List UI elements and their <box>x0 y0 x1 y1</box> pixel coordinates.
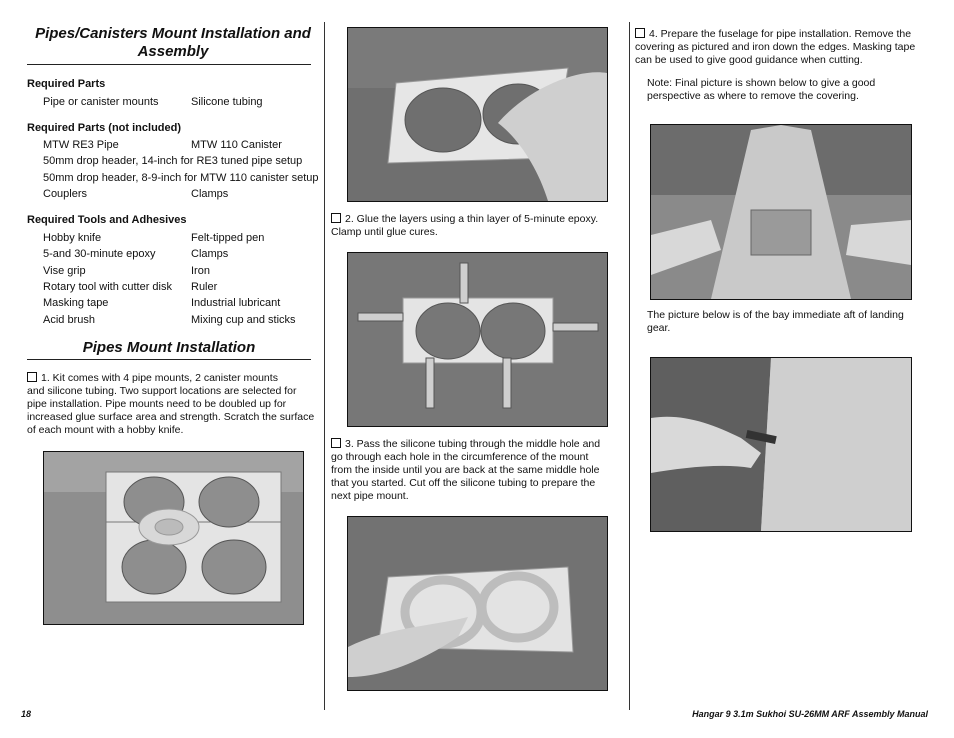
page-number: 18 <box>21 709 32 719</box>
not-included-last-left: Couplers <box>43 188 88 200</box>
tool-right-1: Clamps <box>191 248 229 260</box>
step2-text <box>331 213 615 239</box>
not-included-line-1: 50mm drop header, 8-9-inch for MTW 110 canister setup <box>43 172 319 184</box>
photo-clamped-mounts <box>347 252 608 427</box>
tools-heading: Required Tools and Adhesives <box>27 214 187 226</box>
step1-text <box>27 372 323 437</box>
step1-line-1: and silicone tubing. Two support locations are selected for <box>27 385 297 397</box>
step4-line-2: can be used to give good guidance when cutting. <box>635 54 863 66</box>
section-title-pipes-mount: Pipes Mount Installation <box>82 339 256 356</box>
step3-line-1: go through each hole in the circumference of the mount <box>331 451 589 463</box>
parts-left-0: Pipe or canister mounts <box>43 96 159 108</box>
bay-caption-text <box>647 309 937 335</box>
photo-scratching-mount <box>347 27 608 202</box>
bay-caption-line-0: The picture below is of the bay immediate aft of landing <box>647 309 904 321</box>
tool-left-1: 5-and 30-minute epoxy <box>43 248 156 260</box>
tool-right-4: Industrial lubricant <box>191 297 281 309</box>
photo-threading-tubing <box>347 516 608 691</box>
tool-left-5: Acid brush <box>43 314 95 326</box>
tool-left-4: Masking tape <box>43 297 109 309</box>
not-included-line-0: 50mm drop header, 14-inch for RE3 tuned pipe setup <box>43 155 303 167</box>
parts-right-0: Silicone tubing <box>191 96 263 108</box>
section-title-mount-assembly: Pipes/Canisters Mount Installation and Assembly <box>35 25 311 60</box>
step3-line-3: that you started. Cut off the silicone tubing to prepare the <box>331 477 596 489</box>
step2-line-1: Clamp until glue cures. <box>331 226 438 238</box>
step1-line-0: 1. Kit comes with 4 pipe mounts, 2 canister mounts <box>41 372 278 384</box>
step1-line-2: pipe installation. Pipe mounts need to be doubled up for <box>27 398 287 410</box>
photo-bay-aft-of-landing-gear <box>650 357 912 532</box>
step4-line-0: 4. Prepare the fuselage for pipe installation. Remove the <box>649 28 912 40</box>
note-line-1: perspective as where to remove the covering. <box>647 90 859 102</box>
step3-line-0: 3. Pass the silicone tubing through the middle hole and <box>345 438 601 450</box>
note-text <box>647 77 937 103</box>
not-included-left-0: MTW RE3 Pipe <box>43 139 119 151</box>
step1-line-3: increased glue surface area and strength. Scratch the surface <box>27 411 315 423</box>
tool-left-0: Hobby knife <box>43 232 102 244</box>
step3-line-4: next pipe mount. <box>331 490 409 502</box>
not-included-right-0: MTW 110 Canister <box>191 139 282 151</box>
checkbox-icon <box>635 28 645 38</box>
step4-text <box>635 28 935 67</box>
checkbox-icon <box>331 213 341 223</box>
step4-line-1: covering as pictured and iron down the edges. Masking tape <box>635 41 916 53</box>
column-divider-1 <box>324 22 325 710</box>
tool-right-3: Ruler <box>191 281 218 293</box>
tool-left-2: Vise grip <box>43 265 86 277</box>
not-included-heading: Required Parts (not included) <box>27 122 182 134</box>
checkbox-icon <box>27 372 37 382</box>
manual-title: Hangar 9 3.1m Sukhoi SU-26MM ARF Assembly Manual <box>692 709 928 719</box>
tool-right-5: Mixing cup and sticks <box>191 314 296 326</box>
checkbox-icon <box>331 438 341 448</box>
step3-text <box>331 438 621 503</box>
tool-right-0: Felt-tipped pen <box>191 232 265 244</box>
title-rule <box>27 64 311 65</box>
required-parts-heading: Required Parts <box>27 78 106 90</box>
bay-caption-line-1: gear. <box>647 322 671 334</box>
not-included-last-right: Clamps <box>191 188 229 200</box>
tool-left-3: Rotary tool with cutter disk <box>43 281 172 293</box>
column-divider-2 <box>629 22 630 710</box>
step1-line-4: of each mount with a hobby knife. <box>27 424 184 436</box>
step2-line-0: 2. Glue the layers using a thin layer of 5-minute epoxy. <box>345 213 599 225</box>
tool-right-2: Iron <box>191 265 210 277</box>
section2-rule <box>27 359 311 360</box>
photo-pipe-mounts-and-tubing <box>43 451 304 625</box>
note-line-0: Note: Final picture is shown below to give a good <box>647 77 876 89</box>
photo-fuselage-covering-removed <box>650 124 912 300</box>
step3-line-2: from the inside until you are back at the same middle hole <box>331 464 600 476</box>
